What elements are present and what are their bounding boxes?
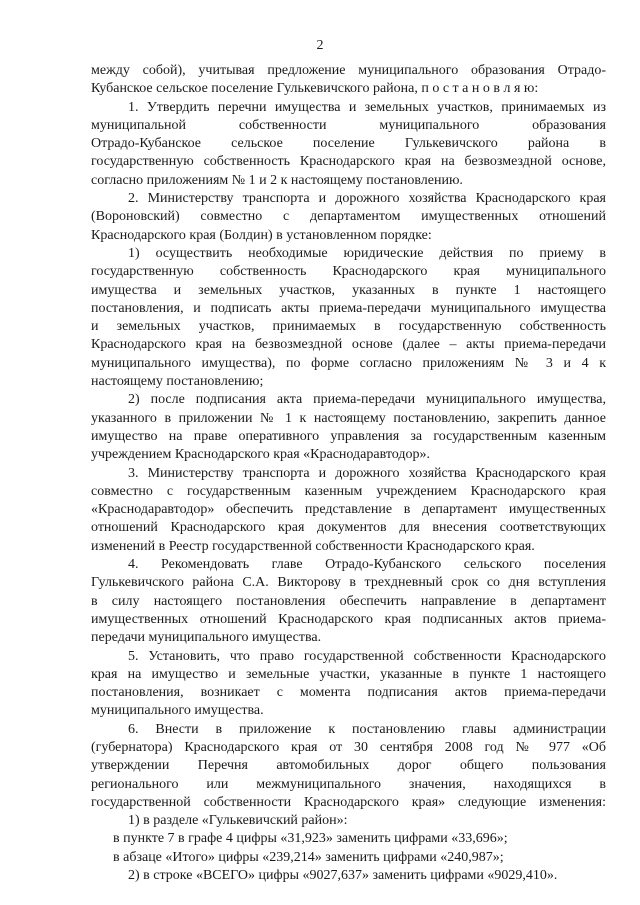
text-line: совместно с государственным казенным учреждением Краснодарского края	[91, 483, 606, 499]
text-line: настоящему постановлению;	[91, 374, 264, 390]
text-line: в пункте 7 в графе 4 цифры «31,923» заменить цифрами «33,696»;	[113, 831, 508, 847]
text-line: имущества и земельных участков, указанных в пункте 1 настоящего	[91, 282, 606, 298]
text-line: 2) после подписания акта приема-передачи муниципального имущества,	[128, 392, 606, 408]
text-line: в силу настоящего постановления обеспечить направление в департамент	[91, 593, 606, 609]
text-line: 1. Утвердить перечни имущества и земельных участков, принимаемых из	[128, 99, 606, 115]
text-line: 1) в разделе «Гулькевичский район»:	[128, 813, 348, 829]
text-line: (губернатора) Краснодарского края от 30 сентября 2008 год № 977 «Об	[91, 739, 606, 755]
text-line: утверждении Перечня автомобильных дорог общего пользования	[91, 758, 606, 774]
text-line: 2) в строке «ВСЕГО» цифры «9027,637» заменить цифрами «9029,410».	[128, 868, 558, 884]
text-line: изменений в Реестр государственной собственности Краснодарского края.	[91, 538, 535, 554]
text-line: 2. Министерству транспорта и дорожного хозяйства Краснодарского края	[128, 191, 606, 207]
text-line: постановления, возникает с момента подписания актов приема-передачи	[91, 685, 606, 701]
text-line: указанного в приложении № 1 к настоящему постановлению, закрепить данное	[91, 410, 606, 426]
text-line: края на имущество и земельные участки, указанные в пункте 1 настоящего	[91, 666, 606, 682]
document-body	[91, 62, 606, 885]
text-line: Отрадо-Кубанское сельское поселение Гулькевичского района в	[91, 136, 606, 152]
text-line: 6. Внести в приложение к постановлению главы администрации	[128, 721, 606, 737]
text-line: отношений Краснодарского края документов для внесения соответствующих	[91, 520, 606, 536]
text-line: имущественных отношений Краснодарского края подписанных актов приема-	[91, 611, 606, 627]
text-line: учреждением Краснодарского края «Краснодаравтодор».	[91, 447, 430, 463]
text-line: государственную собственность Краснодарского края муниципального	[91, 264, 606, 280]
text-line: передачи муниципального имущества.	[91, 630, 322, 646]
text-line: между собой), учитывая предложение муниципального образования Отрадо-	[91, 63, 606, 78]
text-line: 4. Рекомендовать главе Отрадо-Кубанского сельского поселения	[128, 557, 606, 573]
text-line: 1) осуществить необходимые юридические действия по приему в	[128, 245, 606, 261]
text-line: Краснодарского края (Болдин) в установленном порядке:	[91, 227, 432, 243]
text-line: регионального или межмуниципального значения, находящихся в	[91, 776, 606, 792]
text-line: государственную собственность Краснодарского края на безвозмездной основе,	[91, 154, 606, 170]
text-line: и земельных участков, принимаемых в государственную собственность	[91, 319, 606, 335]
text-line: муниципальной собственности муниципального образования	[91, 117, 606, 133]
text-line: постановления, и подписать акты приема-передачи муниципального имущества	[91, 300, 606, 316]
text-line: муниципального имущества), по форме согласно приложениям № 3 и 4 к	[91, 355, 606, 371]
text-line: (Вороновский) совместно с департаментом имущественных отношений	[91, 209, 606, 225]
text-line: в абзаце «Итого» цифры «239,214» заменить цифрами «240,987»;	[113, 849, 504, 865]
text-line: согласно приложениям № 1 и 2 к настоящему постановлению.	[91, 172, 463, 188]
text-line: 5. Установить, что право государственной собственности Краснодарского	[128, 648, 606, 664]
text-line: 3. Министерству транспорта и дорожного хозяйства Краснодарского края	[128, 465, 606, 481]
text-line: Краснодарского края на безвозмездной основе (далее – акты приема-передачи	[91, 337, 606, 353]
text-line: государственной собственности Краснодарского края» следующие изменения:	[91, 794, 606, 810]
text-line: Гулькевичского района С.А. Викторову в трехдневный срок со дня вступления	[91, 575, 606, 591]
page-number: 2	[316, 38, 324, 53]
text-line: «Краснодаравтодор» обеспечить представление в департамент имущественных	[91, 502, 606, 518]
text-line: Кубанское сельское поселение Гулькевичского района, п о с т а н о в л я ю:	[91, 81, 539, 97]
text-line: имущество на праве оперативного управления за государственным казенным	[91, 428, 606, 444]
text-line: муниципального имущества.	[91, 703, 264, 719]
